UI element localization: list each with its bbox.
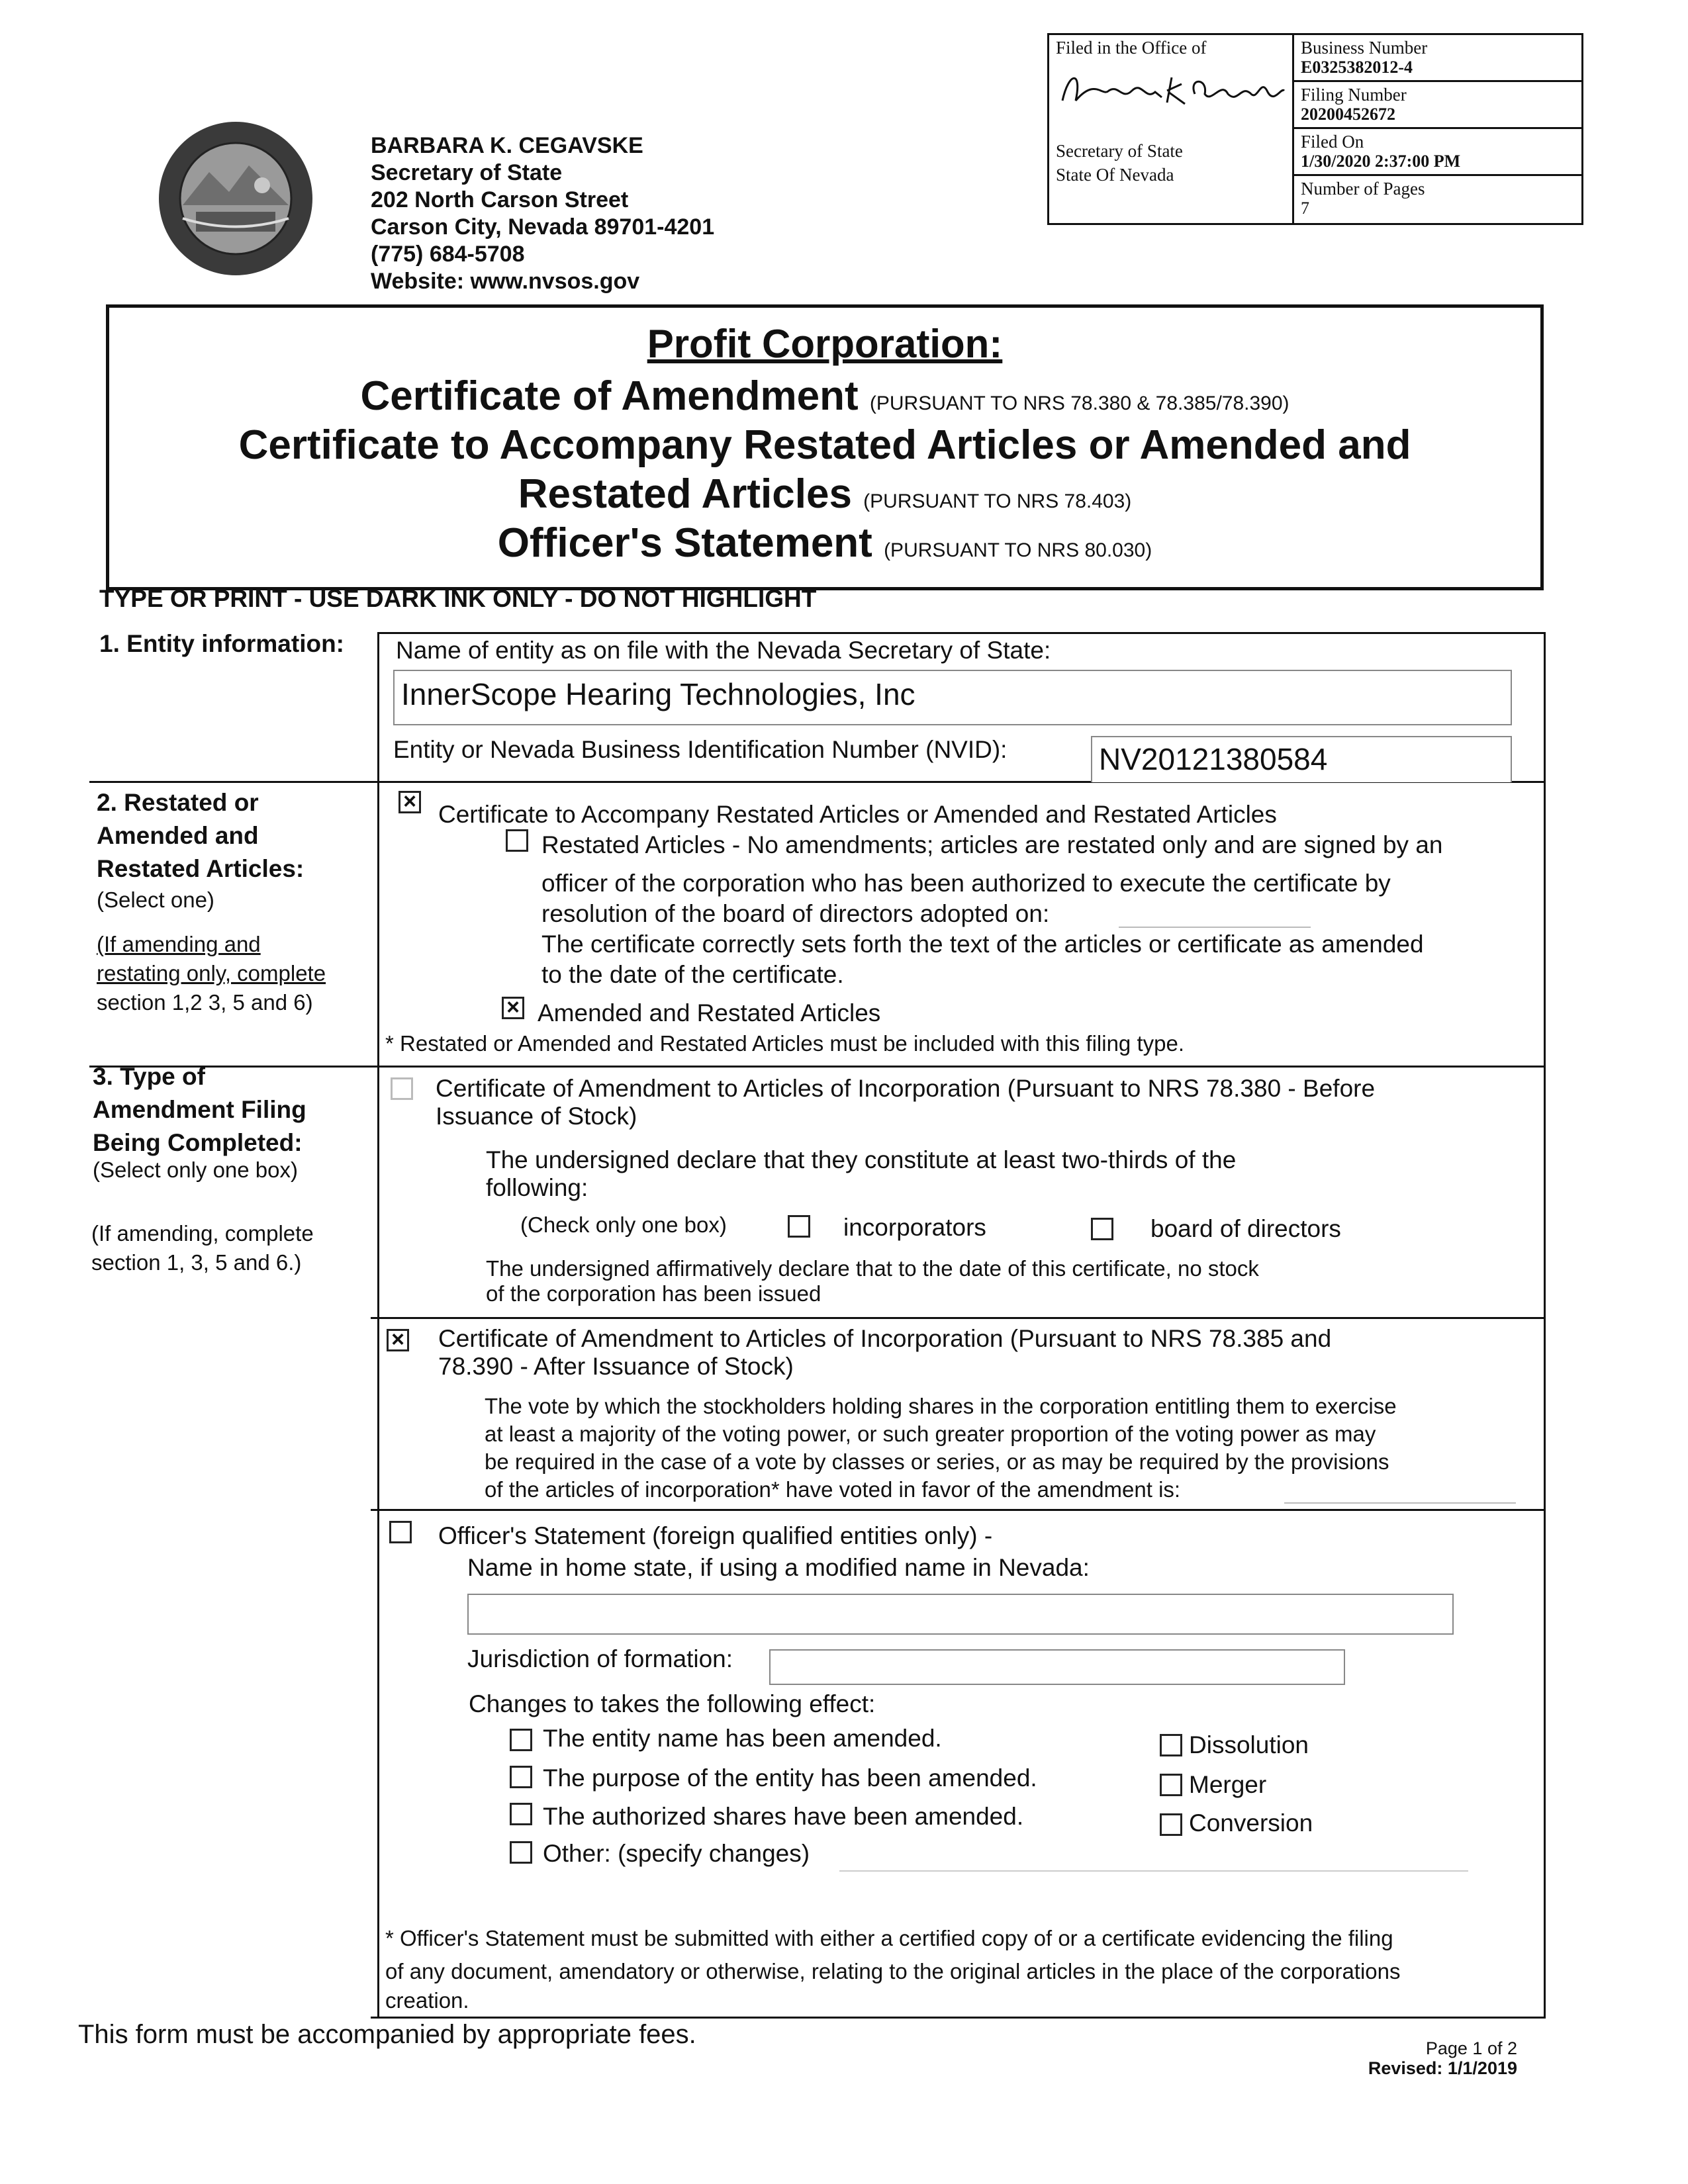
vote-l2: at least a majority of the voting power, or such greater proportion of the voting power as may — [485, 1422, 1376, 1446]
merger-label: Merger — [1189, 1771, 1267, 1798]
ink-instructions: TYPE OR PRINT - USE DARK INK ONLY - DO NOT HIGHLIGHT — [99, 585, 817, 612]
restated-articles-checkbox[interactable] — [506, 829, 528, 852]
entity-name-amended-label: The entity name has been amended. — [543, 1725, 942, 1752]
changes-prompt: Changes to takes the following effect: — [469, 1690, 876, 1717]
title-certificate-accompany: Certificate to Accompany Restated Articles or Amended and — [238, 422, 1411, 468]
after-issuance-l1: Certificate of Amendment to Articles of Incorporation (Pursuant to NRS 78.385 and — [438, 1325, 1332, 1352]
filed-on-label: Filed On — [1301, 132, 1364, 152]
after-issuance-l2: 78.390 - After Issuance of Stock) — [438, 1353, 794, 1380]
title-line5-text: Officer's Statement — [497, 520, 872, 566]
title-line4-text: Restated Articles — [518, 471, 852, 517]
fees-notice: This form must be accompanied by appropriate fees. — [78, 2020, 696, 2049]
home-state-name-field[interactable] — [467, 1594, 1454, 1635]
shares-amended-label: The authorized shares have been amended. — [543, 1803, 1024, 1830]
section2-note-l3: section 1,2 3, 5 and 6) — [97, 990, 313, 1015]
vote-result-field[interactable] — [1284, 1502, 1516, 1504]
filed-on-value: 1/30/2020 2:37:00 PM — [1301, 152, 1461, 171]
stamp-secretary: Secretary of State — [1056, 141, 1183, 161]
certificate-accompany-checkbox[interactable]: × — [399, 791, 421, 813]
officer-footnote-l3: creation. — [385, 1988, 469, 2013]
title-profit-corporation: Profit Corporation: — [647, 322, 1003, 366]
title-line2-text: Certificate of Amendment — [360, 373, 859, 419]
section3-label-l2: Amendment Filing — [93, 1096, 306, 1123]
officer-footnote-l2: of any document, amendatory or otherwise, relating to the original articles in the place of the corporations — [385, 1959, 1401, 1983]
nevada-state-seal-icon — [156, 119, 315, 278]
entity-name-value: InnerScope Hearing Technologies, Inc — [401, 677, 915, 711]
section2-label-l2: Amended and — [97, 822, 259, 849]
officer-footnote-l1: * Officer's Statement must be submitted with either a certified copy of or a certificate evidencing the filing — [385, 1926, 1393, 1950]
check-only-one: (Check only one box) — [520, 1212, 727, 1237]
nvid-prompt: Entity or Nevada Business Identification Number (NVID): — [393, 736, 1008, 763]
section2-note-l1: (If amending and — [97, 932, 261, 956]
board-resolution-date-field[interactable] — [1119, 927, 1311, 928]
jurisdiction-prompt: Jurisdiction of formation: — [467, 1645, 733, 1672]
section2-footnote: * Restated or Amended and Restated Articles must be included with this filing type. — [385, 1031, 1184, 1056]
conversion-checkbox[interactable] — [1160, 1813, 1182, 1836]
business-number-value: E0325382012-4 — [1301, 58, 1413, 77]
pages-label: Number of Pages — [1301, 179, 1425, 199]
board-of-directors-checkbox[interactable] — [1091, 1218, 1113, 1240]
nvid-field[interactable] — [1091, 736, 1512, 782]
entity-name-amended-checkbox[interactable] — [510, 1729, 532, 1751]
restated-articles-l2: officer of the corporation who has been authorized to execute the certificate by — [541, 870, 1391, 897]
incorporators-label: incorporators — [843, 1214, 986, 1241]
certificate-accompany-label: Certificate to Accompany Restated Articles or Amended and Restated Articles — [438, 801, 1277, 828]
section3-select-one: (Select only one box) — [93, 1158, 299, 1182]
revised-date: Revised: 1/1/2019 — [1368, 2058, 1517, 2078]
agency-title: Secretary of State — [371, 160, 563, 185]
incorporators-checkbox[interactable] — [788, 1215, 810, 1238]
title-officers-statement — [109, 520, 1540, 567]
section3-label-l1: 3. Type of — [93, 1063, 205, 1090]
before-issuance-l2: Issuance of Stock) — [436, 1103, 637, 1130]
filing-number-label: Filing Number — [1301, 85, 1407, 105]
stamp-filed-in: Filed in the Office of — [1056, 38, 1207, 58]
agency-city: Carson City, Nevada 89701-4201 — [371, 214, 715, 240]
stamp-filing-number — [1294, 82, 1583, 129]
title-line2-note: (PURSUANT TO NRS 78.380 & 78.385/78.390) — [869, 392, 1289, 414]
section3-note-l2: section 1, 3, 5 and 6.) — [91, 1250, 302, 1275]
entity-name-field[interactable] — [393, 670, 1512, 725]
after-issuance-checkbox[interactable]: × — [387, 1329, 409, 1351]
restated-articles-l4: The certificate correctly sets forth the text of the articles or certificate as amended — [541, 931, 1424, 958]
section3-label-l3: Being Completed: — [93, 1129, 303, 1156]
nvid-value: NV20121380584 — [1099, 742, 1328, 776]
table-top-border — [377, 632, 1546, 634]
agency-phone: (775) 684-5708 — [371, 242, 525, 267]
entity-name-prompt: Name of entity as on file with the Nevada Secretary of State: — [396, 637, 1051, 664]
officers-statement-l1: Officer's Statement (foreign qualified entities only) - — [438, 1522, 993, 1549]
purpose-amended-label: The purpose of the entity has been amended. — [543, 1764, 1037, 1792]
section2-note-l2-text: restating only, complete — [97, 961, 326, 985]
table-right-border — [1544, 632, 1546, 2019]
agency-name: BARBARA K. CEGAVSKE — [371, 133, 643, 158]
filing-number-value: 20200452672 — [1301, 105, 1395, 124]
title-line5-note: (PURSUANT TO NRS 80.030) — [884, 539, 1152, 561]
section1-label: 1. Entity information: — [99, 630, 344, 657]
vote-l3: be required in the case of a vote by classes or series, or as may be required by the provisions — [485, 1449, 1389, 1474]
before-stock-bottom — [371, 1317, 1546, 1319]
section2-label-l3: Restated Articles: — [97, 855, 305, 882]
declare-l1: The undersigned declare that they constitute at least two-thirds of the — [486, 1146, 1237, 1173]
shares-amended-checkbox[interactable] — [510, 1803, 532, 1825]
dissolution-checkbox[interactable] — [1160, 1734, 1182, 1756]
merger-checkbox[interactable] — [1160, 1774, 1182, 1796]
page-number: Page 1 of 2 — [1425, 2038, 1517, 2058]
section2-select-one: (Select one) — [97, 887, 214, 912]
section2-label-l1: 2. Restated or — [97, 789, 259, 816]
pages-value: 7 — [1301, 199, 1309, 218]
title-certificate-amendment — [109, 373, 1540, 420]
stamp-state: State Of Nevada — [1056, 165, 1174, 185]
form-title-box — [106, 304, 1544, 590]
affirm-l2: of the corporation has been issued — [486, 1281, 821, 1306]
restated-articles-l5: to the date of the certificate. — [541, 961, 844, 988]
after-stock-bottom — [371, 1509, 1546, 1511]
title-restated-articles — [109, 471, 1540, 518]
home-state-name-prompt: Name in home state, if using a modified name in Nevada: — [467, 1554, 1090, 1581]
business-number-label: Business Number — [1301, 38, 1428, 58]
other-changes-field[interactable] — [839, 1870, 1468, 1872]
officers-statement-checkbox[interactable] — [389, 1521, 412, 1543]
dissolution-label: Dissolution — [1189, 1731, 1309, 1758]
before-issuance-l1: Certificate of Amendment to Articles of Incorporation (Pursuant to NRS 78.380 - Before — [436, 1075, 1376, 1102]
before-issuance-checkbox[interactable] — [391, 1077, 413, 1100]
amended-restated-label: Amended and Restated Articles — [538, 999, 881, 1026]
title-line4-note: (PURSUANT TO NRS 78.403) — [863, 490, 1132, 512]
jurisdiction-field[interactable] — [769, 1649, 1345, 1685]
agency-street: 202 North Carson Street — [371, 187, 629, 212]
signature-image — [1056, 64, 1288, 117]
amended-restated-checkbox[interactable]: × — [502, 997, 524, 1019]
agency-website: Website: www.nvsos.gov — [371, 269, 640, 294]
other-changes-label: Other: (specify changes) — [543, 1840, 810, 1867]
stamp-business-number — [1294, 35, 1583, 82]
section2-note-l2 — [97, 959, 326, 988]
table-bottom-border — [371, 2017, 1546, 2019]
stamp-filed-on — [1294, 129, 1583, 176]
restated-articles-l1: Restated Articles - No amendments; articles are restated only and are signed by an — [541, 831, 1443, 858]
section2-bottom — [89, 1066, 1546, 1068]
board-of-directors-label: board of directors — [1150, 1215, 1341, 1242]
table-divider — [377, 632, 379, 2019]
restated-articles-l3: resolution of the board of directors adopted on: — [541, 900, 1050, 927]
vote-l1: The vote by which the stockholders holding shares in the corporation entitling them to exercise — [485, 1394, 1397, 1418]
vote-l4: of the articles of incorporation* have voted in favor of the amendment is: — [485, 1477, 1181, 1502]
purpose-amended-checkbox[interactable] — [510, 1766, 532, 1788]
stamp-pages — [1294, 176, 1583, 223]
declare-l2: following: — [486, 1174, 588, 1201]
agency-header — [371, 132, 714, 295]
filing-stamp — [1047, 33, 1583, 225]
other-changes-checkbox[interactable] — [510, 1841, 532, 1864]
stamp-office-column — [1049, 35, 1294, 223]
section3-note-l1: (If amending, complete — [91, 1221, 314, 1246]
affirm-l1: The undersigned affirmatively declare that to the date of this certificate, no stock — [486, 1256, 1259, 1281]
conversion-label: Conversion — [1189, 1809, 1313, 1837]
